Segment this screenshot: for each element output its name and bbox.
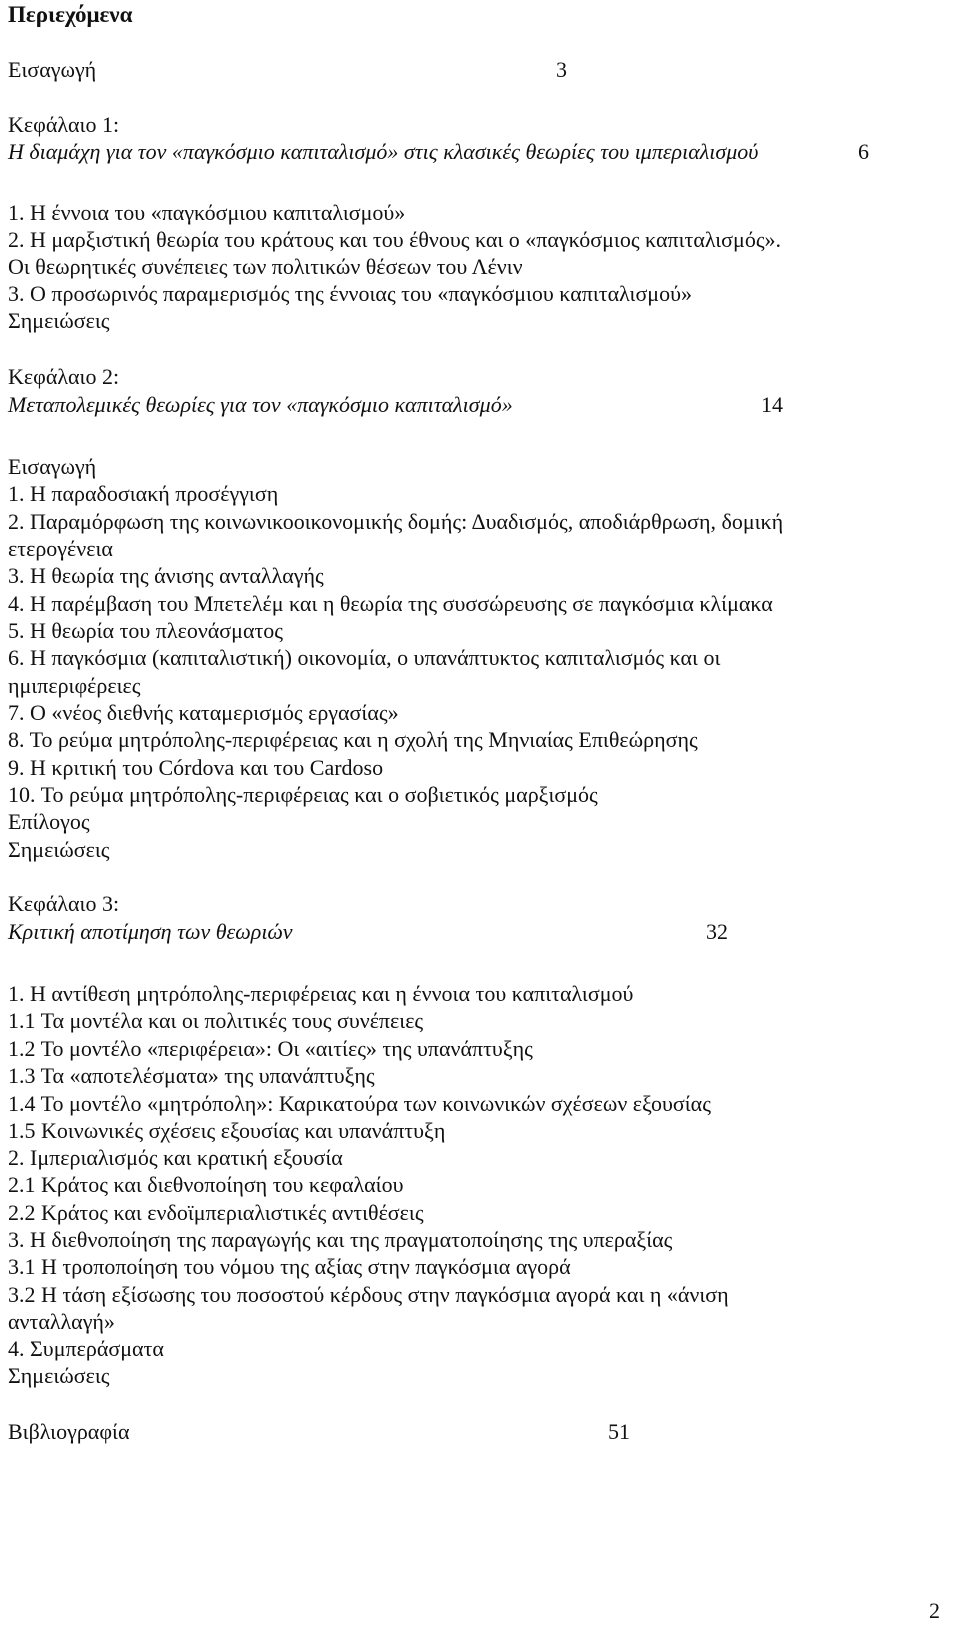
- toc-entry: Σημειώσεις: [8, 308, 110, 333]
- chapter1-page: 6: [858, 139, 869, 164]
- toc-entry: 1. Η αντίθεση μητρόπολης-περιφέρειας και η έννοια του καπιταλισμού: [8, 981, 634, 1006]
- toc-entry: 9. Η κριτική του Córdova και του Cardoso: [8, 755, 384, 780]
- toc-entry: 4. Συμπεράσματα: [8, 1336, 164, 1361]
- toc-entry: ημιπεριφέρειες: [8, 673, 141, 698]
- toc-entry: 3. Η διεθνοποίηση της παραγωγής και της πραγματοποίησης της υπεραξίας: [8, 1227, 673, 1252]
- toc-entry: 10. Το ρεύμα μητρόπολης-περιφέρειας και ο σοβιετικός μαρξισμός: [8, 782, 598, 807]
- intro-page: 3: [556, 57, 567, 82]
- toc-entry: 3.1 Η τροποποίηση του νόμου της αξίας στην παγκόσμια αγορά: [8, 1254, 571, 1279]
- page-title: Περιεχόμενα: [8, 2, 133, 27]
- bibliography-page: 51: [608, 1419, 630, 1444]
- toc-entry: 7. Ο «νέος διεθνής καταμερισμός εργασίας»: [8, 700, 399, 725]
- toc-entry: Σημειώσεις: [8, 1363, 110, 1388]
- toc-entry: Επίλογος: [8, 809, 90, 834]
- chapter1-title: Η διαμάχη για τον «παγκόσμιο καπιταλισμό» στις κλασικές θεωρίες του ιμπεριαλισμού: [8, 139, 759, 164]
- toc-entry: 3.2 Η τάση εξίσωσης του ποσοστού κέρδους στην παγκόσμια αγορά και η «άνιση: [8, 1282, 729, 1307]
- toc-entry: 1.1 Τα μοντέλα και οι πολιτικές τους συνέπειες: [8, 1008, 424, 1033]
- toc-entry: 1. Η παραδοσιακή προσέγγιση: [8, 481, 279, 506]
- toc-entry: 2.1 Κράτος και διεθνοποίηση του κεφαλαίου: [8, 1172, 404, 1197]
- toc-entry: 4. Η παρέμβαση του Μπετελέμ και η θεωρία της συσσώρευσης σε παγκόσμια κλίμακα: [8, 591, 773, 616]
- chapter2-label: Κεφάλαιο 2:: [8, 364, 120, 389]
- toc-entry: 3. Η θεωρία της άνισης ανταλλαγής: [8, 563, 324, 588]
- toc-entry: 2. Η μαρξιστική θεωρία του κράτους και του έθνους και ο «παγκόσμιος καπιταλισμός».: [8, 227, 782, 252]
- toc-entry: 1.5 Κοινωνικές σχέσεις εξουσίας και υπανάπτυξη: [8, 1118, 446, 1143]
- toc-entry: Σημειώσεις: [8, 837, 110, 862]
- chapter3-title: Κριτική αποτίμηση των θεωριών: [8, 919, 293, 944]
- toc-entry: Εισαγωγή: [8, 454, 97, 479]
- toc-entry: Οι θεωρητικές συνέπειες των πολιτικών θέσεων του Λένιν: [8, 254, 523, 279]
- toc-entry: 1.4 Το μοντέλο «μητρόπολη»: Καρικατούρα των κοινωνικών σχέσεων εξουσίας: [8, 1091, 711, 1116]
- toc-entry: 5. Η θεωρία του πλεονάσματος: [8, 618, 284, 643]
- page-number: 2: [929, 1598, 940, 1623]
- toc-entry: 2.2 Κράτος και ενδοϊμπεριαλιστικές αντιθέσεις: [8, 1200, 424, 1225]
- toc-entry: 6. Η παγκόσμια (καπιταλιστική) οικονομία, ο υπανάπτυκτος καπιταλισμός και οι: [8, 645, 721, 670]
- toc-entry: 1.3 Τα «αποτελέσματα» της υπανάπτυξης: [8, 1063, 375, 1088]
- toc-entry: ανταλλαγή»: [8, 1309, 115, 1334]
- bibliography-label: Βιβλιογραφία: [8, 1419, 130, 1444]
- chapter3-label: Κεφάλαιο 3:: [8, 891, 120, 916]
- toc-entry: ετερογένεια: [8, 536, 113, 561]
- toc-entry: 8. Το ρεύμα μητρόπολης-περιφέρειας και η σχολή της Μηνιαίας Επιθεώρησης: [8, 727, 698, 752]
- toc-entry: 2. Ιμπεριαλισμός και κρατική εξουσία: [8, 1145, 343, 1170]
- chapter2-page: 14: [761, 392, 783, 417]
- toc-entry: 2. Παραμόρφωση της κοινωνικοοικονομικής δομής: Δυαδισμός, αποδιάρθρωση, δομική: [8, 509, 784, 534]
- toc-entry: 1. Η έννοια του «παγκόσμιου καπιταλισμού»: [8, 200, 406, 225]
- chapter2-title: Μεταπολεμικές θεωρίες για τον «παγκόσμιο καπιταλισμό»: [8, 392, 513, 417]
- toc-entry: 3. Ο προσωρινός παραμερισμός της έννοιας του «παγκόσμιου καπιταλισμού»: [8, 281, 692, 306]
- toc-entry: 1.2 Το μοντέλο «περιφέρεια»: Οι «αιτίες» της υπανάπτυξης: [8, 1036, 533, 1061]
- chapter3-page: 32: [706, 919, 728, 944]
- chapter1-label: Κεφάλαιο 1:: [8, 112, 120, 137]
- intro-label: Εισαγωγή: [8, 57, 97, 82]
